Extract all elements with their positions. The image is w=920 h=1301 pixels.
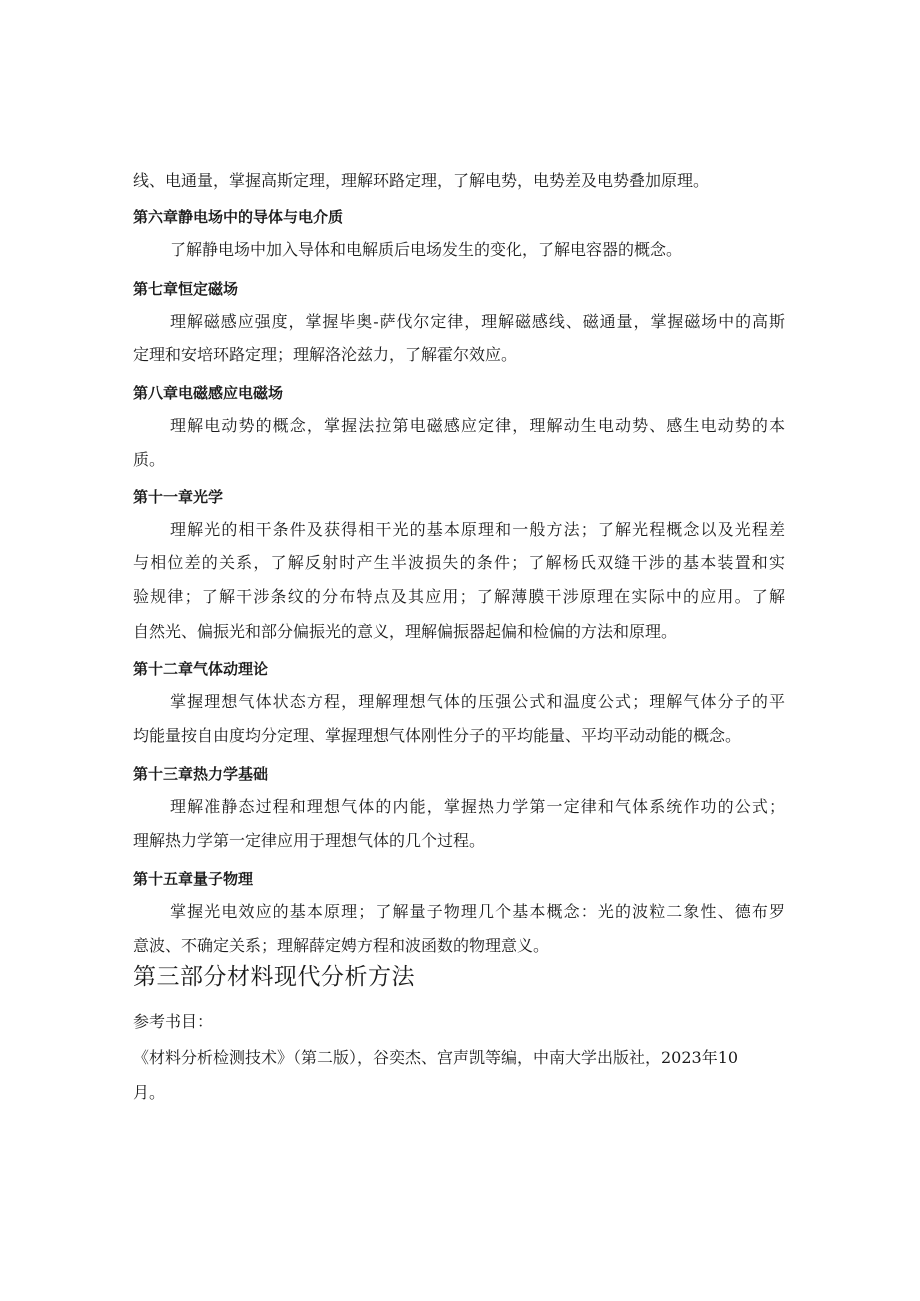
chapter-13-title: 第十三章热力学基础 — [133, 765, 269, 783]
chapter-8-title: 第八章电磁感应电磁场 — [133, 384, 284, 402]
chapter-11-line-1: 理解光的相干条件及获得相干光的基本原理和一般方法；了解光程概念以及光程差 — [170, 520, 785, 539]
reference-line-1: 《材料分析检测技术》（第二版），谷奕杰、宫声凯等编，中南大学出版社，2023年10 — [133, 1048, 739, 1067]
chapter-15-line-2: 意波、不确定关系；理解薛定娉方程和波函数的物理意义。 — [133, 936, 550, 955]
reference-line-2: 月。 — [133, 1083, 166, 1102]
chapter-7-title: 第七章恒定磁场 — [133, 280, 239, 298]
chapter-11-line-3: 验规律；了解干涉条纹的分布特点及其应用；了解薄膜干涉原理在实际中的应用。了解 — [133, 587, 785, 606]
chapter-11-line-2: 与相位差的关系，了解反射时产生半波损失的条件；了解杨氏双缝干涉的基本装置和实 — [133, 553, 785, 572]
chapter-13-line-2: 理解热力学第一定律应用于理想气体的几个过程。 — [133, 831, 486, 850]
chapter-12-title: 第十二章气体动理论 — [133, 660, 269, 678]
chapter-7-line-2: 定理和安培环路定理；理解洛沦兹力，了解霍尔效应。 — [133, 345, 518, 364]
chapter-12-line-1: 掌握理想气体状态方程，理解理想气体的压强公式和温度公式；理解气体分子的平 — [170, 692, 785, 711]
chapter-15-line-1: 掌握光电效应的基本原理；了解量子物理几个基本概念：光的波粒二象性、德布罗 — [170, 902, 785, 921]
intro-line-1: 线、电通量，掌握高斯定理，理解环路定理，了解电势，电势差及电势叠加原理。 — [133, 171, 710, 190]
chapter-13-line-1: 理解准静态过程和理想气体的内能，掌握热力学第一定律和气体系统作功的公式； — [170, 797, 785, 816]
chapter-8-line-2: 质。 — [133, 450, 166, 469]
reference-label: 参考书目： — [133, 1012, 214, 1031]
chapter-7-line-1: 理解磁感应强度，掌握毕奥-萨伐尔定律，理解磁感线、磁通量，掌握磁场中的高斯 — [170, 312, 785, 331]
chapter-11-title: 第十一章光学 — [133, 488, 224, 506]
chapter-11-line-4: 自然光、偏振光和部分偏振光的意义，理解偏振器起偏和检偏的方法和原理。 — [133, 622, 678, 641]
chapter-12-line-2: 均能量按自由度均分定理、掌握理想气体刚性分子的平均能量、平均平动动能的概念。 — [133, 726, 742, 745]
part-3-title: 第三部分材料现代分析方法 — [133, 964, 415, 990]
chapter-15-title: 第十五章量子物理 — [133, 870, 254, 888]
chapter-6-title: 第六章静电场中的导体与电介质 — [133, 208, 344, 226]
chapter-6-line-1: 了解静电场中加入导体和电解质后电场发生的变化，了解电容器的概念。 — [170, 240, 683, 259]
chapter-8-line-1: 理解电动势的概念，掌握法拉第电磁感应定律，理解动生电动势、感生电动势的本 — [170, 416, 785, 435]
